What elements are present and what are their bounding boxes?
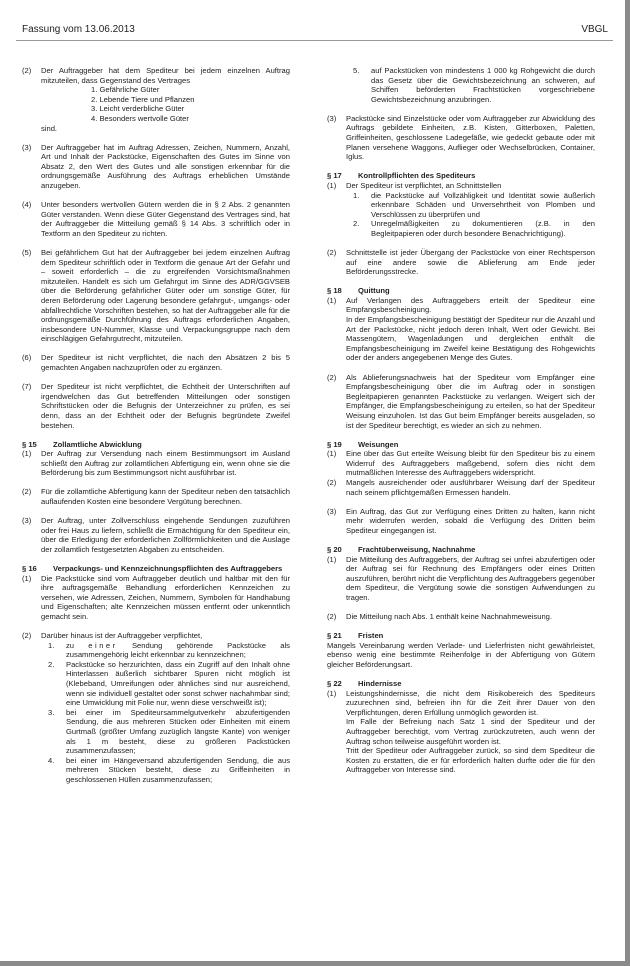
goods-list <box>41 85 290 123</box>
section-title: Kontrollpflichten des Spediteurs <box>358 171 476 181</box>
paragraph-text: In der Empfangsbescheinigung bestätigt der Spediteur nur die Anzahl und Art der Packstücke, nicht jedoch deren Inhalt, Wert oder Gewicht. Bei Massengütern, Wagenladungen und dergleichen enthält die Empfangsbescheinigung im Zweifel keine Bestätigung des Rohgewichts oder der anders angegebenen Menge des Gutes. <box>346 315 595 363</box>
paragraph <box>327 114 595 162</box>
paragraph <box>327 181 595 239</box>
paragraph <box>327 612 595 622</box>
section-number: § 19 <box>327 439 342 449</box>
list-item <box>346 66 595 104</box>
list-item: 4. Besonders wertvolle Güter <box>91 113 189 123</box>
paragraph <box>327 296 595 363</box>
paragraph-number: (2) <box>327 477 337 487</box>
paragraph-text: Auf Verlangen des Auftraggebers erteilt der Spediteur eine Empfangsbescheinigung. <box>346 295 595 315</box>
paragraph-number: (3) <box>22 142 32 152</box>
paragraph-text: Als Ablieferungsnachweis hat der Spediteur vom Empfänger eine Empfangsbescheinigung über die im Auftrag oder in sonstigen Begleitpapieren genannten Packstücke zu verlangen. Weigert sich der Empfänger, die Empfangsbescheinigung zu erteilen, so hat der Spediteur Weisung einzuholen. Ist das Gut beim Empfänger bereits ausgeladen, so ist der Spediteur berechtigt, es wieder an sich zu nehmen. <box>346 372 595 430</box>
paragraph <box>22 382 290 430</box>
paragraph <box>22 574 290 622</box>
section-number: § 17 <box>327 171 342 181</box>
paragraph-text: Mangels Vereinbarung werden Verlade- und Lieferfristen nicht gewährleistet, ebenso wenig eine bestimmte Reihenfolge in der Abfertigung von Gütern gleicher Beförderungsart. <box>327 640 595 669</box>
paragraph-number: (1) <box>22 573 32 583</box>
paragraph-number: (2) <box>22 487 32 497</box>
paragraph-text: Für die zollamtliche Abfertigung kann der Spediteur neben den tatsächlich auflaufenden Kosten eine besondere Vergütung berechnen. <box>41 487 290 507</box>
paragraph-text: Der Spediteur ist verpflichtet, an Schnittstellen <box>346 180 502 190</box>
paragraph-number: (2) <box>327 612 337 621</box>
section-number: § 20 <box>327 544 342 554</box>
section-title: Quittung <box>358 286 390 296</box>
paragraph <box>22 66 290 133</box>
paragraph-text: Schnittstelle ist jeder Übergang der Packstücke von einer Rechtsperson auf eine andere sowie die Ablieferung am Ende jeder Beförderungsstrecke. <box>346 248 595 277</box>
paragraph <box>22 487 290 506</box>
list-item <box>41 708 290 756</box>
paragraph-text: Leistungshindernisse, die nicht dem Risikobereich des Spediteurs zuzurechnen sind, befreien ihn für die Zeit ihrer Dauer von den Verpflichtungen, deren Erfüllung unmöglich geworden ist. <box>346 688 595 717</box>
paragraph-text: Tritt der Spediteur oder Auftraggeber zurück, so sind dem Spediteur die Kosten zu erstatten, die er für erforderlich halten durfte oder die für den Auftraggeber von Interesse sind. <box>346 746 595 775</box>
item-text: Packstücke so herzurichten, dass ein Zugriff auf den Inhalt ohne Hinterlassen äußerlich sichtbarer Spuren nicht möglich ist (Klebeband, Umreifungen oder ähnliches sind nur ausreichend, wenn sie individuell gestaltet oder sonst schwer nachahmbar sind; eine Umwicklung mit Folie nur, wenn diese verschweißt ist); <box>66 659 290 708</box>
paragraph-number: (4) <box>22 200 32 210</box>
paragraph-text: Packstücke sind Einzelstücke oder vom Auftraggeber zur Abwicklung des Auftrags gebildete Einheiten, z.B. Kisten, Gitterboxen, Paletten, Griffeinheiten, geschlossene Ladegefäße, wie gedeckt gebaute oder mit Planen versehene Waggons, Auflieger oder Wechselbrücken, Container, Iglus. <box>346 113 595 162</box>
header-divider <box>16 40 613 41</box>
item-text: die Packstücke auf Vollzähligkeit und Identität sowie äußerlich erkennbare Schäden und Unversehrtheit von Plomben und Verschlüssen zu überprüfen und <box>371 190 595 219</box>
paragraph-text: Der Spediteur ist nicht verpflichtet, die nach den Absätzen 2 bis 5 gemachten Angaben nachzuprüfen oder zu ergänzen. <box>41 353 290 373</box>
paragraph-text: Eine über das Gut erteilte Weisung bleibt für den Spediteur bis zu einem Widerruf des Auftraggebers maßgebend, sofern dies nicht dem mutmaßlichen Interesse des Auftraggebers widerspricht. <box>346 449 595 478</box>
paragraph-text: Der Auftraggeber hat im Auftrag Adressen, Zeichen, Nummern, Anzahl, Art und Inhalt der Packstücke, Eigenschaften des Gutes im Sinne von Absatz 2, den Wert des Gutes und alle sonstigen erkennbar für die ordnungsgemäße Ausführung des Auftrags erheblichen Umstände anzugeben. <box>41 142 290 191</box>
section-number: § 18 <box>327 286 342 296</box>
version-date: Fassung vom 13.06.2013 <box>22 24 135 35</box>
item-number: 1. <box>48 640 55 650</box>
paragraph <box>327 248 595 277</box>
section-number: § 16 <box>22 564 37 574</box>
list-item <box>41 641 290 660</box>
list-item: 3. Leicht verderbliche Güter <box>91 104 185 114</box>
document-code: VBGL <box>581 24 608 35</box>
paragraph-number: (5) <box>22 248 32 257</box>
section-title: Zollamtliche Abwicklung <box>53 439 142 449</box>
section-number: § 21 <box>327 631 342 641</box>
paragraph-text: Bei gefährlichem Gut hat der Auftraggeber bei jedem einzelnen Auftrag dem Spediteur schriftlich oder in Textform die genaue Art der Gefahr und – soweit erforderlich – die zu ergreifenden Vorsichtsmaßnahmen mitzuteilen. Handelt es sich um Gefahrgut im Sinne des ADR/GGVSEB über die Beförderung gefährlicher Güter oder um sonstige Güter, für deren Beförderung oder Lagerung besondere gefahrgut-, umgangs- oder abfallrechtliche Vorschriften bestehen, so hat der Auftraggeber alle für die ordnungsgemäße Durchführung des Auftrags erforderlichen Angaben, insbesondere UN-Nummer, Klasse und Verpackungsgruppe nach dem einschlägigen Gefahrgutrecht, mitzuteilen. <box>41 248 290 344</box>
section-title: Frachtüberweisung, Nachnahme <box>358 544 476 554</box>
item-number: 1. <box>353 190 360 200</box>
paragraph-number: (1) <box>327 554 337 564</box>
paragraph-number: (1) <box>327 180 337 190</box>
list-item: 1. Gefährliche Güter <box>91 85 160 95</box>
paragraph-number: (1) <box>22 449 32 459</box>
paragraph-number: (1) <box>327 295 337 305</box>
section-heading <box>327 286 595 296</box>
list-item <box>41 756 290 785</box>
paragraph <box>22 353 290 372</box>
paragraph <box>327 689 595 775</box>
section-title: Fristen <box>358 631 384 641</box>
section-title: Hindernisse <box>358 678 402 688</box>
section-number: § 22 <box>327 678 342 688</box>
list-item: 2. Lebende Tiere und Pflanzen <box>91 94 195 104</box>
paragraph-text: Ein Auftrag, das Gut zur Verfügung eines Dritten zu halten, kann nicht mehr widerrufen werden, sobald die Verfügung des Dritten beim Spediteur eingegangen ist. <box>346 506 595 535</box>
paragraph-text: Die Mitteilung des Auftraggebers, der Auftrag sei unfrei abzufertigen oder der Auftrag sei für Rechnung des Empfängers oder eines Dritten auszuführen, berührt nicht die Verpflichtung des Auftraggebers gegenüber dem Spediteur, die Vergütung sowie die sonstigen Aufwendungen zu tragen. <box>346 554 595 602</box>
left-column <box>22 66 290 794</box>
paragraph-number: (1) <box>327 688 337 698</box>
section-number: § 15 <box>22 439 37 449</box>
paragraph <box>327 555 595 603</box>
paragraph <box>22 516 290 554</box>
paragraph <box>327 66 595 104</box>
paragraph-number: (3) <box>327 113 337 123</box>
item-text: Unregelmäßigkeiten zu dokumentieren (z.B. in den Begleitpapieren oder durch besondere Benachrichtigung). <box>371 219 595 238</box>
item-number: 4. <box>48 755 55 765</box>
paragraph <box>22 143 290 191</box>
section-heading <box>327 631 595 641</box>
item-number: 3. <box>48 707 55 717</box>
section-heading <box>22 564 290 574</box>
paragraph <box>327 507 595 536</box>
paragraph-number: (3) <box>327 506 337 516</box>
section-heading <box>327 440 595 450</box>
item-text: auf Packstücken von mindestens 1 000 kg Rohgewicht die durch das Gesetz über die Gewichtsbezeichnung an schweren, auf Schiffen beförderten Frachtstücken vorgeschriebene Gewichtsbezeichnung anzubringen. <box>371 66 595 104</box>
section-heading <box>22 440 290 450</box>
item-number: 5. <box>353 66 360 75</box>
paragraph <box>22 631 290 785</box>
section-title: Weisungen <box>358 439 399 449</box>
section-title: Verpackungs- und Kennzeichnungspflichten des Auftraggebers <box>53 564 283 574</box>
paragraph-text: Der Spediteur ist nicht verpflichtet, die Echtheit der Unterschriften auf irgendwelchen das Gut betreffenden Mitteilungen oder sonstigen Schriftstücken oder die Befugnis der Unterzeichner zu prüfen, es sei denn, dass an der Echtheit oder der Befugnis begründete Zweifel bestehen. <box>41 382 290 430</box>
item-text: zu einer Sendung gehörende Packstücke als zusammengehörig leicht erkennbar zu kennzeichnen; <box>66 640 290 660</box>
paragraph-text: Im Falle der Befreiung nach Satz 1 sind der Spediteur und der Auftraggeber berechtigt, vom Vertrag zurückzutreten, auch wenn der Auftrag schon teilweise ausgeführt worden ist. <box>346 717 595 746</box>
paragraph-number: (2) <box>327 372 337 382</box>
paragraph-number: (7) <box>22 382 32 392</box>
paragraph <box>22 200 290 238</box>
paragraph-number: (1) <box>327 449 337 459</box>
paragraph <box>22 248 290 344</box>
paragraph-text: Unter besonders wertvollen Gütern werden die in § 2 Abs. 2 genannten Güter verstanden. Wenn diese Güter Gegenstand des Vertrages sind, hat der Auftraggeber die Mitteilung gemäß § 14 Abs. 3 schriftlich oder in Textform an den Spediteur zu richten. <box>41 200 290 238</box>
paragraph-number: (2) <box>327 248 337 257</box>
paragraph-text: Der Auftraggeber hat dem Spediteur bei jedem einzelnen Auftrag mitzuteilen, dass Gegenstand des Vertrages <box>41 66 290 85</box>
paragraph-number: (6) <box>22 353 32 363</box>
list-item <box>346 219 595 238</box>
paragraph-number: (2) <box>22 66 32 75</box>
paragraph <box>327 373 595 431</box>
paragraph-text: Der Auftrag, unter Zollverschluss eingehende Sendungen zuzuführen oder frei Haus zu liefern, schließt die Ermächtigung für den Spediteur ein, über die Erledigung der erforderlichen Zollförmlichkeiten und die Auslage der zollamtlich festgesetzten Abgaben zu entscheiden. <box>41 516 290 554</box>
paragraph <box>327 449 595 478</box>
paragraph <box>22 449 290 478</box>
section-heading <box>327 679 595 689</box>
paragraph-text: Mangels ausreichender oder ausführbarer Weisung darf der Spediteur nach seinem pflichtgemäßen Ermessen handeln. <box>346 477 595 497</box>
paragraph-text: Die Packstücke sind vom Auftraggeber deutlich und haltbar mit den für ihre auftragsgemäße Behandlung erforderlichen Kennzeichen zu versehen, wie Adressen, Zeichen, Nummern, Symbolen für Handhabung und Eigenschaften; alte Kennzeichen müssen entfernt oder unkenntlich gemacht sein. <box>41 573 290 621</box>
list-item <box>41 660 290 708</box>
paragraph-text: Die Mitteilung nach Abs. 1 enthält keine Nachnahmeweisung. <box>346 612 552 621</box>
list-item <box>346 191 595 220</box>
item-number: 2. <box>48 659 55 669</box>
right-column <box>327 66 595 784</box>
item-number: 2. <box>353 219 360 229</box>
section-heading <box>327 171 595 181</box>
paragraph <box>327 641 595 670</box>
paragraph-text: Darüber hinaus ist der Auftraggeber verpflichtet, <box>41 631 203 641</box>
paragraph-text: sind. <box>41 123 58 133</box>
item-text: bei einer im Hängeversand abzufertigenden Sendung, die aus mehreren Stücken besteht, diese zu Griffeinheiten in geschlossenen Hüllen zusammenzufassen; <box>66 755 290 784</box>
paragraph-number: (2) <box>22 631 32 641</box>
paragraph-text: Der Auftrag zur Versendung nach einem Bestimmungsort im Ausland schließt den Auftrag zur zollamtlichen Abfertigung ein, wenn ohne sie die Beförderung bis zum Bestimmungsort nicht ausführbar ist. <box>41 449 290 478</box>
paragraph-number: (3) <box>22 516 32 526</box>
paragraph <box>327 478 595 497</box>
section-heading <box>327 545 595 555</box>
page-header <box>22 24 608 35</box>
item-text: bei einer im Spediteursammelgutverkehr abzufertigenden Sendung, die aus mehreren Stücken oder Einheiten mit einem Gurtmaß (größter Umfang zuzüglich längste Kante) von weniger als 1 m besteht, diese zu größeren Packstücken zusammenzufassen; <box>66 707 290 756</box>
